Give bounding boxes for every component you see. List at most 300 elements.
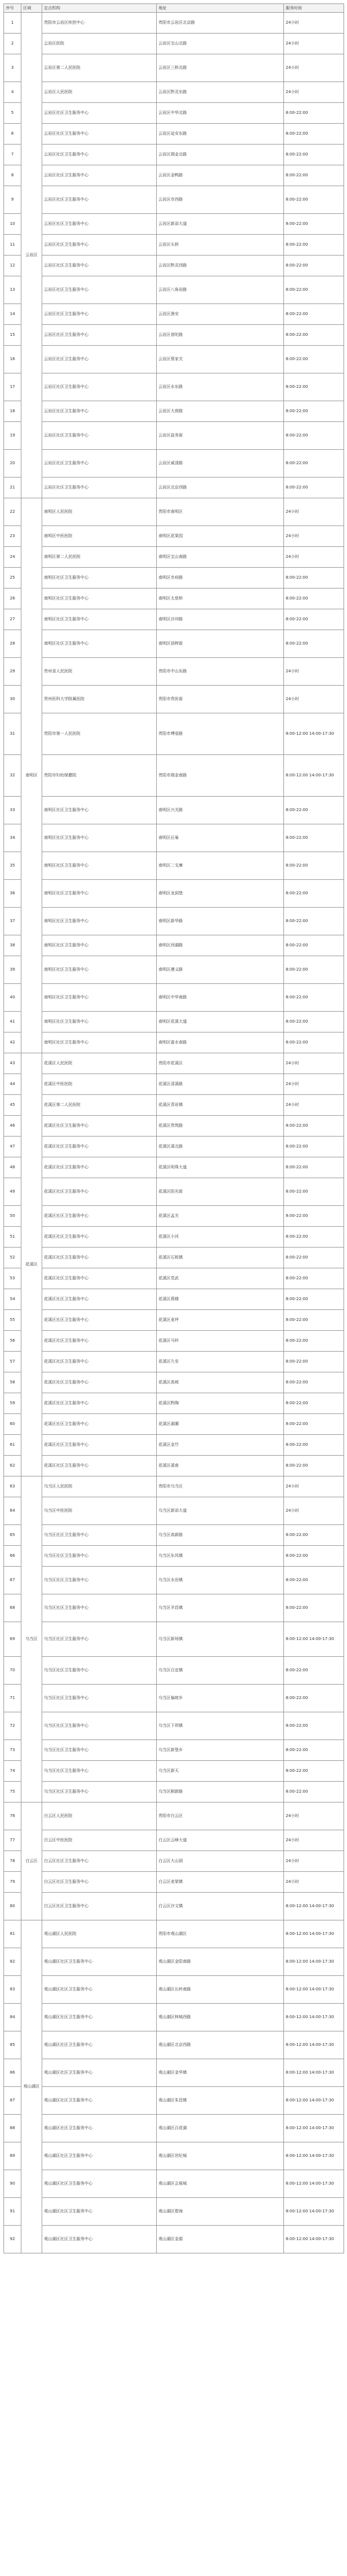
table-row [4,1456,344,1476]
site-name: 乌当区社区卫生服务中心 [42,1712,157,1740]
site-address: 乌当区偏坡乡 [157,1685,284,1712]
table-row [4,498,344,526]
table-row [4,1352,344,1372]
site-name: 观山湖区人民医院 [42,1920,157,1948]
site-hours: 24小时 [284,54,344,82]
site-name: 云岩区社区卫生服务中心 [42,256,157,276]
site-name: 南明区中医医院 [42,526,157,547]
table-row [4,1622,344,1657]
row-number: 11 [4,235,21,256]
site-address: 乌当区新添大道 [157,1497,284,1525]
site-address: 白云区云峰大道 [157,1830,284,1851]
site-address: 贵阳市贵医街 [157,686,284,713]
site-name: 云岩区医院 [42,34,157,54]
site-address: 贵阳市白云区 [157,1803,284,1830]
site-address: 南明区油榨街 [157,630,284,658]
table-row [4,1206,344,1227]
row-number: 37 [4,908,21,935]
row-number: 10 [4,214,21,235]
site-address: 云岩区黔灵东路 [157,82,284,103]
site-address: 贵阳市乌当区 [157,1476,284,1497]
row-number: 29 [4,658,21,686]
table-row [4,214,344,235]
row-number: 59 [4,1393,21,1414]
row-number: 89 [4,2142,21,2170]
site-address: 花溪区青岩镇 [157,1095,284,1116]
site-hours: 8:00-22:00 [284,401,344,422]
table-row [4,908,344,935]
table-row [4,797,344,824]
site-name: 观山湖区社区卫生服务中心 [42,2226,157,2253]
site-address: 乌当区顺新路 [157,1782,284,1803]
table-row [4,1095,344,1116]
site-address: 乌当区新天 [157,1761,284,1782]
table-row [4,1137,344,1157]
site-address: 观山湖区金源 [157,2226,284,2253]
row-number: 74 [4,1761,21,1782]
row-number: 40 [4,984,21,1012]
site-name: 南明区社区卫生服务中心 [42,935,157,956]
table-row [4,373,344,401]
site-name: 花溪区社区卫生服务中心 [42,1393,157,1414]
row-number: 77 [4,1830,21,1851]
row-number: 80 [4,1893,21,1920]
table-row [4,82,344,103]
site-name: 南明区社区卫生服务中心 [42,609,157,630]
site-name: 观山湖区社区卫生服务中心 [42,2142,157,2170]
site-hours: 24小时 [284,13,344,34]
site-name: 南明区人民医院 [42,498,157,526]
row-number: 44 [4,1074,21,1095]
site-name: 云岩区社区卫生服务中心 [42,401,157,422]
site-address: 乌当区高新路 [157,1525,284,1546]
site-address: 云岩区八角岩路 [157,276,284,304]
site-name: 南明区社区卫生服务中心 [42,908,157,935]
table-row [4,1976,344,2004]
site-name: 云岩区社区卫生服务中心 [42,478,157,498]
site-name: 乌当区社区卫生服务中心 [42,1622,157,1657]
row-number: 2 [4,34,21,54]
site-address: 花溪区石板镇 [157,1248,284,1268]
site-address: 云岩区中华北路 [157,103,284,124]
site-name: 贵州医科大学附属医院 [42,686,157,713]
table-row [4,568,344,589]
site-hours: 8:00-12:00 14:00-17:30 [284,2115,344,2142]
site-hours: 8:00-22:00 [284,1525,344,1546]
table-row [4,1393,344,1414]
site-address: 南明区花溪大道 [157,1012,284,1032]
site-hours: 8:00-22:00 [284,124,344,145]
site-address: 乌当区羊昌镇 [157,1594,284,1622]
site-name: 南明区社区卫生服务中心 [42,1012,157,1032]
site-hours: 8:00-22:00 [284,1414,344,1435]
site-hours: 8:00-22:00 [284,1546,344,1567]
table-row [4,713,344,755]
table-row [4,1074,344,1095]
site-hours: 8:00-12:00 14:00-17:30 [284,2170,344,2198]
site-address: 贵阳市观山湖区 [157,1920,284,1948]
table-row [4,630,344,658]
table-row [4,186,344,214]
site-hours: 8:00-12:00 14:00-17:30 [284,2031,344,2059]
site-address: 花溪区党武 [157,1268,284,1289]
site-name: 云岩区人民医院 [42,82,157,103]
table-row [4,145,344,165]
district-cell: 观山湖区 [21,1920,42,2253]
table-row [4,956,344,984]
row-number: 71 [4,1685,21,1712]
site-address: 观山湖区世纪城 [157,2142,284,2170]
site-name: 乌当区社区卫生服务中心 [42,1594,157,1622]
row-number: 23 [4,526,21,547]
row-number: 6 [4,124,21,145]
site-hours: 8:00-22:00 [284,1178,344,1206]
site-hours: 8:00-22:00 [284,1372,344,1393]
table-row [4,2198,344,2226]
row-number: 83 [4,1976,21,2004]
site-hours: 8:00-22:00 [284,1435,344,1456]
table-row [4,13,344,34]
table-row [4,1851,344,1872]
table-row [4,658,344,686]
site-address: 云岩区市西路 [157,186,284,214]
site-hours: 8:00-22:00 [284,478,344,498]
row-number: 76 [4,1803,21,1830]
row-number: 20 [4,450,21,478]
site-name: 乌当区中医医院 [42,1497,157,1525]
row-number: 63 [4,1476,21,1497]
site-address: 观山湖区会展城 [157,2170,284,2198]
table-row [4,165,344,186]
site-hours: 8:00-22:00 [284,1157,344,1178]
site-name: 花溪区中医医院 [42,1074,157,1095]
table-row [4,1893,344,1920]
site-hours: 8:00-22:00 [284,346,344,373]
site-name: 南明区社区卫生服务中心 [42,797,157,824]
row-number: 58 [4,1372,21,1393]
site-hours: 8:00-22:00 [284,422,344,450]
table-row [4,103,344,124]
site-name: 南明区第二人民医院 [42,547,157,568]
site-address: 白云区麦架镇 [157,1872,284,1893]
site-hours: 8:00-22:00 [284,880,344,908]
table-row [4,1803,344,1830]
row-number: 14 [4,304,21,325]
row-number: 75 [4,1782,21,1803]
row-number: 49 [4,1178,21,1206]
table-row [4,304,344,325]
site-address: 贵阳市博爱路 [157,713,284,755]
site-hours: 8:00-22:00 [284,214,344,235]
site-name: 观山湖区社区卫生服务中心 [42,2115,157,2142]
table-header-row [4,4,344,13]
row-number: 84 [4,2004,21,2031]
table-row [4,478,344,498]
site-name: 花溪区社区卫生服务中心 [42,1352,157,1372]
site-hours: 8:00-22:00 [284,824,344,852]
site-hours: 8:00-22:00 [284,1782,344,1803]
site-name: 观山湖区社区卫生服务中心 [42,2004,157,2031]
site-address: 南明区市府路 [157,568,284,589]
row-number: 56 [4,1331,21,1352]
row-number: 42 [4,1032,21,1053]
site-name: 云岩区社区卫生服务中心 [42,450,157,478]
site-hours: 8:00-12:00 14:00-17:30 [284,755,344,797]
site-name: 花溪区社区卫生服务中心 [42,1414,157,1435]
site-hours: 8:00-12:00 14:00-17:30 [284,1893,344,1920]
site-name: 花溪区社区卫生服务中心 [42,1289,157,1310]
site-address: 花溪区高坡 [157,1372,284,1393]
row-number: 9 [4,186,21,214]
row-number: 26 [4,589,21,609]
table-row [4,1685,344,1712]
table-row [4,1782,344,1803]
table-row [4,2004,344,2031]
site-hours: 8:00-22:00 [284,165,344,186]
site-name: 云岩区社区卫生服务中心 [42,325,157,346]
site-address: 观山湖区百花湖 [157,2115,284,2142]
table-row [4,1567,344,1594]
row-number: 8 [4,165,21,186]
table-row [4,450,344,478]
site-address: 南明区新华路 [157,908,284,935]
row-number: 45 [4,1095,21,1116]
site-hours: 8:00-22:00 [284,186,344,214]
site-address: 观山湖区朱昌镇 [157,2087,284,2115]
site-address: 乌当区东风镇 [157,1546,284,1567]
site-name: 云岩区社区卫生服务中心 [42,165,157,186]
row-number: 3 [4,54,21,82]
table-row [4,1435,344,1456]
table-row [4,1248,344,1268]
site-name: 观山湖区社区卫生服务中心 [42,2087,157,2115]
table-body [4,13,344,2253]
site-hours: 8:00-22:00 [284,1116,344,1137]
table-row [4,2115,344,2142]
row-number: 61 [4,1435,21,1456]
site-address: 云岩区普陀路 [157,325,284,346]
site-address: 花溪区溪南 [157,1456,284,1476]
site-address: 云岩区大营路 [157,401,284,422]
site-address: 贵阳市中山东路 [157,658,284,686]
row-number: 31 [4,713,21,755]
row-number: 47 [4,1137,21,1157]
site-hours: 8:00-12:00 14:00-17:30 [284,1920,344,1948]
site-address: 观山湖区北京西路 [157,2031,284,2059]
site-name: 白云区社区卫生服务中心 [42,1893,157,1920]
site-address: 观山湖区碧海 [157,2198,284,2226]
site-name: 观山湖区社区卫生服务中心 [42,2059,157,2087]
site-name: 花溪区第二人民医院 [42,1095,157,1116]
site-hours: 8:00-12:00 14:00-17:30 [284,713,344,755]
table-row [4,984,344,1012]
row-number: 81 [4,1920,21,1948]
site-name: 云岩区社区卫生服务中心 [42,373,157,401]
row-number: 92 [4,2226,21,2253]
site-address: 南明区西湖路 [157,935,284,956]
row-number: 36 [4,880,21,908]
district-cell: 云岩区 [21,13,42,498]
site-name: 云岩区社区卫生服务中心 [42,124,157,145]
site-name: 乌当区社区卫生服务中心 [42,1525,157,1546]
row-number: 72 [4,1712,21,1740]
table-row [4,1227,344,1248]
site-name: 南明区社区卫生服务中心 [42,1032,157,1053]
site-name: 云岩区社区卫生服务中心 [42,422,157,450]
site-name: 云岩区社区卫生服务中心 [42,235,157,256]
row-number: 7 [4,145,21,165]
header-no: 序号 [4,4,21,13]
site-hours: 8:00-22:00 [284,1331,344,1352]
site-hours: 8:00-12:00 14:00-17:30 [284,2004,344,2031]
table-row [4,935,344,956]
site-name: 花溪区社区卫生服务中心 [42,1456,157,1476]
site-name: 花溪区社区卫生服务中心 [42,1331,157,1352]
site-address: 云岩区头桥 [157,235,284,256]
header-name: 定点机构 [42,4,157,13]
site-address: 贵阳市云岩区北京路 [157,13,284,34]
site-address: 花溪区明珠大道 [157,1157,284,1178]
site-hours: 8:00-22:00 [284,1567,344,1594]
table-row [4,1268,344,1289]
site-hours: 8:00-22:00 [284,630,344,658]
site-address: 南明区龙洞堡 [157,880,284,908]
row-number: 91 [4,2198,21,2226]
site-address: 南明区中华南路 [157,984,284,1012]
site-name: 乌当区社区卫生服务中心 [42,1761,157,1782]
row-number: 18 [4,401,21,422]
site-address: 云岩区威清路 [157,450,284,478]
site-name: 花溪区社区卫生服务中心 [42,1248,157,1268]
site-address: 贵阳市南明区 [157,498,284,526]
site-address: 云岩区水东路 [157,373,284,401]
site-hours: 24小时 [284,1830,344,1851]
table-row [4,1331,344,1352]
site-hours: 8:00-12:00 14:00-17:30 [284,2198,344,2226]
row-number: 78 [4,1851,21,1872]
row-number: 64 [4,1497,21,1525]
table-row [4,2142,344,2170]
table-row [4,1830,344,1851]
row-number: 16 [4,346,21,373]
row-number: 12 [4,256,21,276]
site-address: 云岩区新添大道 [157,214,284,235]
row-number: 60 [4,1414,21,1435]
site-hours: 8:00-22:00 [284,256,344,276]
site-address: 花溪区马铃 [157,1331,284,1352]
site-hours: 8:00-12:00 14:00-17:30 [284,2142,344,2170]
site-address: 花溪区贵筑路 [157,1116,284,1137]
row-number: 38 [4,935,21,956]
row-number: 15 [4,325,21,346]
site-address: 观山湖区金阳南路 [157,1948,284,1976]
site-name: 南明区社区卫生服务中心 [42,589,157,609]
vaccination-sites-table [3,3,344,2253]
site-hours: 8:00-22:00 [284,609,344,630]
site-address: 乌当区水田镇 [157,1567,284,1594]
row-number: 57 [4,1352,21,1372]
site-address: 云岩区宝山北路 [157,34,284,54]
site-name: 乌当区社区卫生服务中心 [42,1657,157,1685]
table-row [4,1740,344,1761]
site-address: 云岩区金鸭路 [157,165,284,186]
row-number: 4 [4,82,21,103]
row-number: 5 [4,103,21,124]
site-name: 南明区社区卫生服务中心 [42,880,157,908]
site-hours: 8:00-22:00 [284,103,344,124]
site-name: 白云区社区卫生服务中心 [42,1872,157,1893]
site-name: 观山湖区社区卫生服务中心 [42,1948,157,1976]
district-cell: 白云区 [21,1803,42,1920]
site-name: 花溪区社区卫生服务中心 [42,1310,157,1331]
row-number: 43 [4,1053,21,1074]
row-number: 19 [4,422,21,450]
site-name: 乌当区社区卫生服务中心 [42,1546,157,1567]
row-number: 28 [4,630,21,658]
site-address: 花溪区燕楼 [157,1289,284,1310]
site-address: 花溪区孟关 [157,1206,284,1227]
row-number: 13 [4,276,21,304]
site-name: 乌当区社区卫生服务中心 [42,1685,157,1712]
table-row [4,1157,344,1178]
table-row [4,1178,344,1206]
site-address: 花溪区湖潮 [157,1414,284,1435]
row-number: 41 [4,1012,21,1032]
site-address: 花溪区小河 [157,1227,284,1248]
site-address: 花溪区溪北路 [157,1137,284,1157]
site-hours: 8:00-22:00 [284,1032,344,1053]
row-number: 69 [4,1622,21,1657]
row-number: 88 [4,2115,21,2142]
site-hours: 8:00-22:00 [284,1227,344,1248]
table-row [4,346,344,373]
site-name: 花溪区社区卫生服务中心 [42,1372,157,1393]
site-hours: 8:00-22:00 [284,984,344,1012]
site-address: 花溪区阳光街 [157,1178,284,1206]
site-name: 白云区人民医院 [42,1803,157,1830]
row-number: 54 [4,1289,21,1310]
table-row [4,686,344,713]
header-address: 地址 [157,4,284,13]
table-row [4,1116,344,1137]
table-row [4,325,344,346]
row-number: 62 [4,1456,21,1476]
site-name: 花溪区人民医院 [42,1053,157,1074]
site-hours: 24小时 [284,34,344,54]
site-hours: 8:00-22:00 [284,373,344,401]
site-name: 观山湖区社区卫生服务中心 [42,2198,157,2226]
row-number: 33 [4,797,21,824]
site-address: 云岩区渔安 [157,304,284,325]
site-hours: 8:00-22:00 [284,1761,344,1782]
site-hours: 24小时 [284,1095,344,1116]
table-row [4,422,344,450]
site-name: 观山湖区社区卫生服务中心 [42,1976,157,2004]
table-row [4,1372,344,1393]
site-address: 花溪区久安 [157,1352,284,1372]
site-address: 花溪区麦坪 [157,1310,284,1331]
table-row [4,824,344,852]
site-hours: 8:00-22:00 [284,1456,344,1476]
site-address: 云岩区北京西路 [157,478,284,498]
table-row [4,1920,344,1948]
site-hours: 8:00-12:00 14:00-17:30 [284,1948,344,1976]
site-hours: 24小时 [284,1497,344,1525]
site-hours: 8:00-22:00 [284,852,344,880]
row-number: 65 [4,1525,21,1546]
row-number: 32 [4,755,21,797]
site-address: 云岩区蔡家关 [157,346,284,373]
